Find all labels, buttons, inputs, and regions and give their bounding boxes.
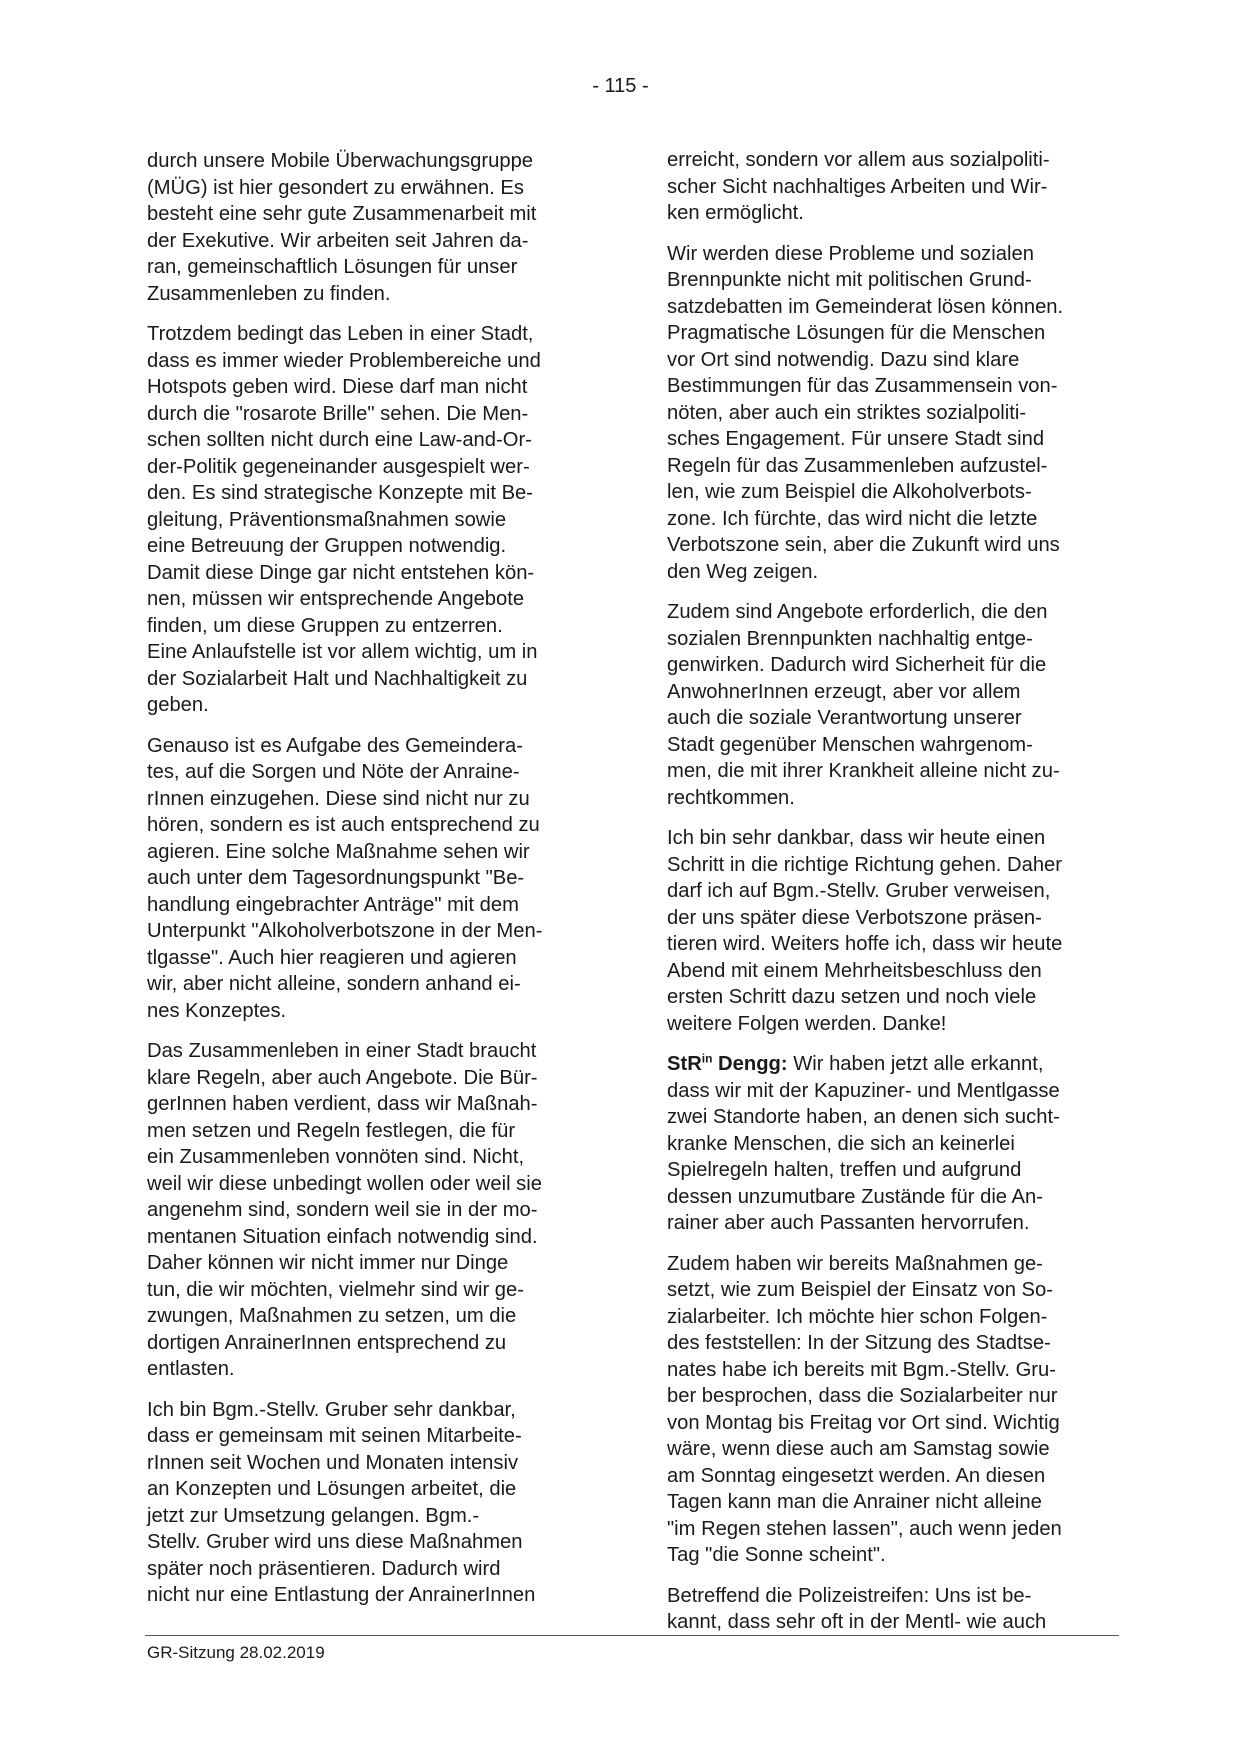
speaker-title-suffix: in [701,1051,713,1066]
speaker-surname: Dengg: [712,1053,788,1075]
footer-divider [145,1635,1119,1636]
paragraph: Wir werden diese Probleme und sozialen Brennpunkte nicht mit politischen Grund- satzdebatten im Gemeinderat lösen können. Pragmatische Lösungen für die Menschen vor Ort sind notwendig. Dazu sind klare Bestimmungen für das Zusammensein von- nöten, aber auch ein striktes sozialpoliti- sches Engagement. Für unsere Stadt sind Regeln für das Zusammenleben aufzustel- len, wie zum Beispiel die Alkoholverbots- zone. Ich fürchte, das wird nicht die letzte Verbotszone sein, aber die Zukunft wird uns den Weg zeigen. [667,242,1064,583]
paragraph: Betreffend die Polizeistreifen: Uns ist be- kannt, dass sehr oft in der Mentl- wie auch [667,1584,1047,1633]
paragraph: Zudem sind Angebote erforderlich, die den sozialen Brennpunkten nachhaltig entge- genwirken. Dadurch wird Sicherheit für die AnwohnerInnen erzeugt, aber vor allem auch die soziale Verantwortung unserer Stadt gegenüber Menschen wahrgenom- men, die mit ihrer Krankheit alleine nicht zu- rechtkommen. [667,601,1060,809]
speaker-statement: Wir haben jetzt alle erkannt, dass wir mit der Kapuziner- und Mentlgasse zwei Standorte haben, an denen sich sucht- kranke Menschen, die sich an keinerlei Spielregeln halten, treffen und aufgrund dessen unzumutbare Zustände für die An- rainer aber auch Passanten hervorrufen. [667,1053,1060,1234]
page-number: - 115 - [592,75,649,97]
paragraph: erreicht, sondern vor allem aus sozialpoliti- scher Sicht nachhaltiges Arbeiten und Wir- ken ermöglicht. [667,149,1050,224]
paragraph: Trotzdem bedingt das Leben in einer Stadt, dass es immer wieder Problembereiche und Hotspots geben wird. Diese darf man nicht durch die "rosarote Brille" sehen. Die Men- schen sollten nicht durch eine Law-and-Or- der-Politik gegeneinander ausgespielt wer- den. Es sind strategische Konzepte mit Be- gleitung, Präventionsmaßnahmen sowie eine Betreuung der Gruppen notwendig. Damit diese Dinge gar nicht entstehen kön- nen, müssen wir entsprechende Angebote finden, um diese Gruppen zu entzerren. Eine Anlaufstelle ist vor allem wichtig, um in der Sozialarbeit Halt und Nachhaltigkeit zu geben. [147,323,541,716]
speaker-paragraph [667,1051,1122,1237]
speaker-title: StR [667,1053,702,1075]
paragraph: Ich bin Bgm.-Stellv. Gruber sehr dankbar, dass er gemeinsam mit seinen Mitarbeite- rInnen seit Wochen und Monaten intensiv an Konzepten und Lösungen arbeitet, die jetzt zur Umsetzung gelangen. Bgm.- Stellv. Gruber wird uns diese Maßnahmen später noch präsentieren. Dadurch wird nicht nur eine Entlastung der AnrainerInnen [147,1398,536,1606]
left-column [147,148,602,1623]
right-column [667,147,1122,1650]
paragraph: Zudem haben wir bereits Maßnahmen ge- setzt, wie zum Beispiel der Einsatz von So- zialarbeiter. Ich möchte hier schon Folgen- des feststellen: In der Sitzung des Stadtse- nates habe ich bereits mit Bgm.-Stellv. Gru- ber besprochen, dass die Sozialarbeiter nur von Montag bis Freitag vor Ort sind. Wichtig wäre, wenn diese auch am Samstag sowie am Sonntag eingesetzt werden. An diesen Tagen kann man die Anrainer nicht alleine "im Regen stehen lassen", auch wenn jeden Tag "die Sonne scheint". [667,1252,1062,1566]
speaker-name [667,1053,788,1075]
footer-text: GR-Sitzung 28.02.2019 [147,1643,325,1662]
paragraph: durch unsere Mobile Überwachungsgruppe (MÜG) ist hier gesondert zu erwähnen. Es besteht eine sehr gute Zusammenarbeit mit der Exekutive. Wir arbeiten seit Jahren da- ran, gemeinschaftlich Lösungen für unser Zusammenleben zu finden. [147,150,537,305]
paragraph: Genauso ist es Aufgabe des Gemeindera- tes, auf die Sorgen und Nöte der Anraine- rInnen einzugehen. Diese sind nicht nur zu hören, sondern es ist auch entsprechend zu agieren. Eine solche Maßnahme sehen wir auch unter dem Tagesordnungspunkt "Be- handlung eingebrachter Anträge" mit dem Unterpunkt "Alkoholverbotszone in der Men- tlgasse". Auch hier reagieren und agieren wir, aber nicht alleine, sondern anhand ei- nes Konzeptes. [147,734,543,1022]
paragraph: Das Zusammenleben in einer Stadt braucht klare Regeln, aber auch Angebote. Die Bür- gerInnen haben verdient, dass wir Maßnah- men setzen und Regeln festlegen, die für ein Zusammenleben vonnöten sind. Nicht, weil wir diese unbedingt wollen oder weil sie angenehm sind, sondern weil sie in der mo- mentanen Situation einfach notwendig sind. Daher können wir nicht immer nur Dinge tun, die wir möchten, vielmehr sind wir ge- zwungen, Maßnahmen zu setzen, um die dortigen AnrainerInnen entsprechend zu entlasten. [147,1040,542,1380]
paragraph: Ich bin sehr dankbar, dass wir heute einen Schritt in die richtige Richtung gehen. Daher darf ich auf Bgm.-Stellv. Gruber verweisen, der uns später diese Verbotszone präsen- tieren wird. Weiters hoffe ich, dass wir heute Abend mit einem Mehrheitsbeschluss den ersten Schritt dazu setzen und noch viele weitere Folgen werden. Danke! [667,827,1063,1035]
